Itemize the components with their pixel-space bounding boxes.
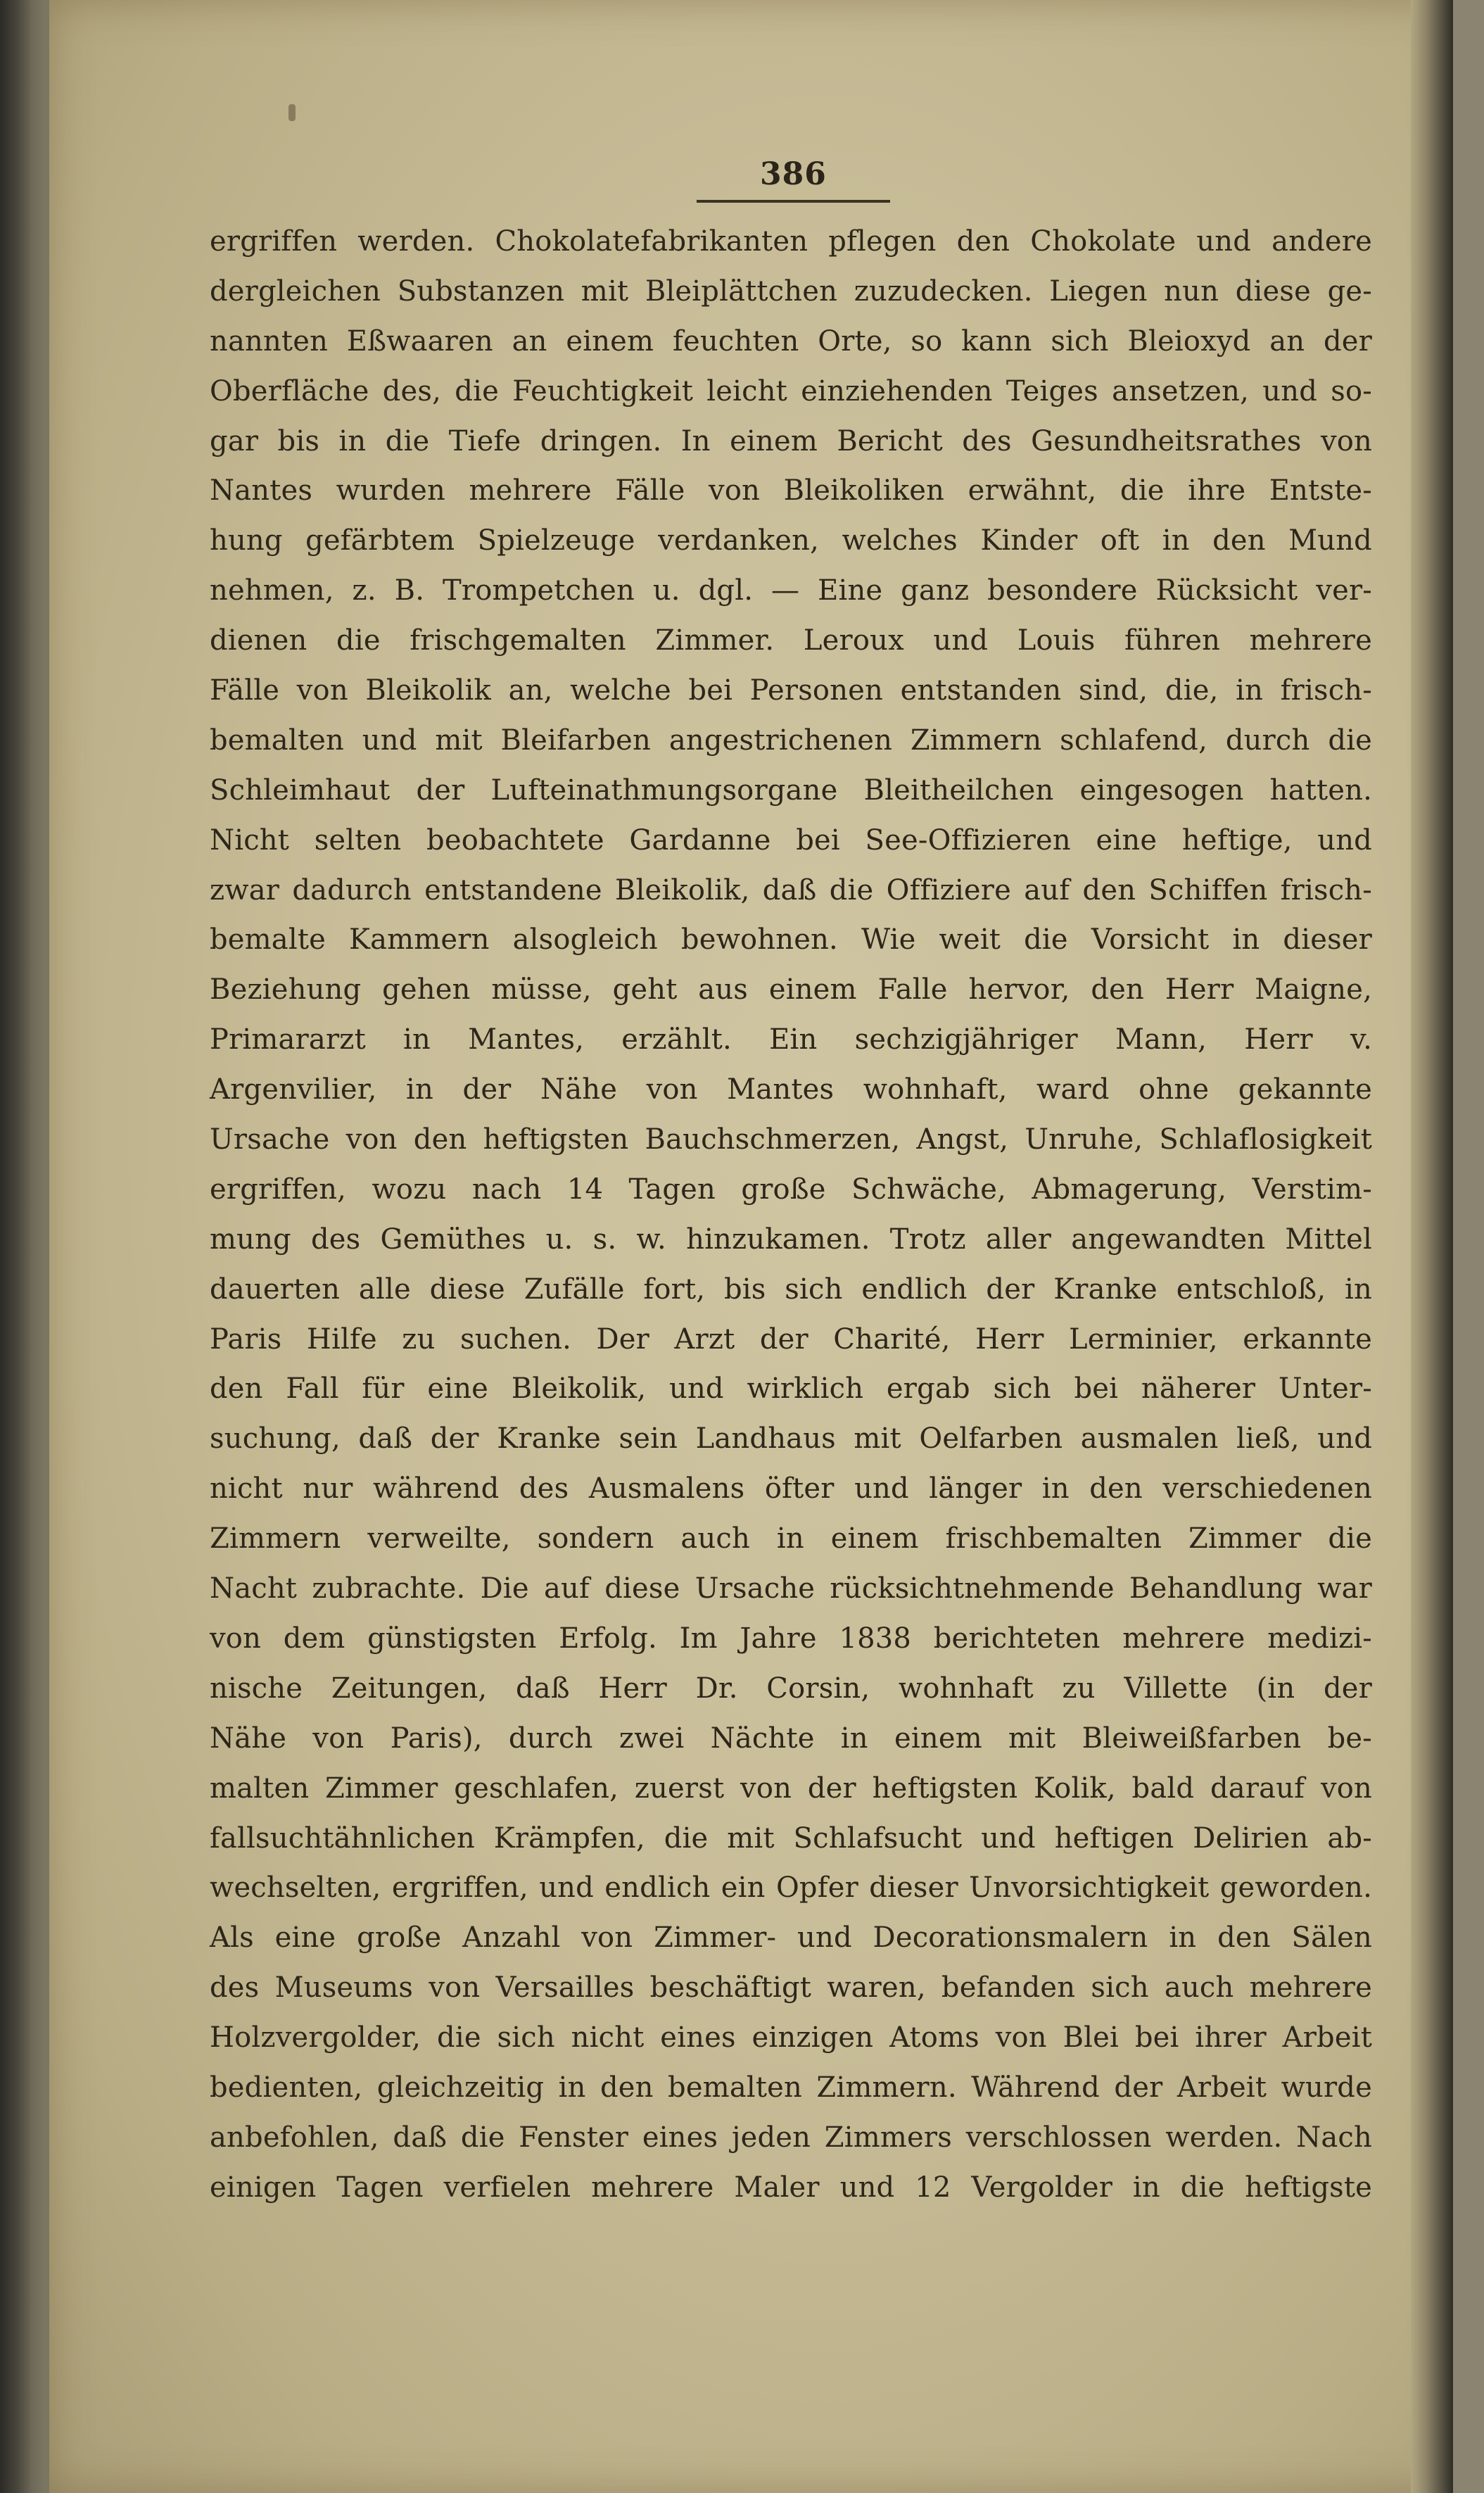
text-line: dienen die frischgemalten Zimmer. Leroux und Louis führen mehrere (210, 624, 1372, 657)
text-line: zwar dadurch entstandene Bleikolik, daß die Offiziere auf den Schiffen frisch- (210, 873, 1372, 907)
text-line: nehmen, z. B. Trompetchen u. dgl. — Eine ganz besondere Rücksicht ver- (210, 574, 1372, 607)
text-line: Nähe von Paris), durch zwei Nächte in einem mit Bleiweißfarben be- (210, 1722, 1372, 1755)
page-number: 386 (760, 156, 827, 192)
text-line: suchung, daß der Kranke sein Landhaus mit Oelfarben ausmalen ließ, und (210, 1422, 1372, 1456)
text-line: Nantes wurden mehrere Fälle von Bleikoliken erwähnt, die ihre Entste- (210, 474, 1372, 507)
text-line: Als eine große Anzahl von Zimmer- und Decorationsmalern in den Sälen (210, 1921, 1372, 1955)
text-line: Nicht selten beobachtete Gardanne bei See-Offizieren eine heftige, und (210, 823, 1372, 857)
text-line: von dem günstigsten Erfolg. Im Jahre 1838 berichteten mehrere medizi- (210, 1622, 1372, 1655)
body-text (210, 217, 1372, 2213)
text-line: Primararzt in Mantes, erzählt. Ein sechzigjähriger Mann, Herr v. (210, 1023, 1372, 1056)
text-line: einigen Tagen verfielen mehrere Maler und 12 Vergolder in die heftigste (210, 2171, 1372, 2204)
text-line: nannten Eßwaaren an einem feuchten Orte, so kann sich Bleioxyd an der (210, 324, 1372, 358)
text-line: Beziehung gehen müsse, geht aus einem Falle hervor, den Herr Maigne, (210, 973, 1372, 1006)
text-line: Schleimhaut der Lufteinathmungsorgane Bleitheilchen eingesogen hatten. (210, 774, 1372, 807)
text-line: den Fall für eine Bleikolik, und wirklich ergab sich bei näherer Unter- (210, 1372, 1372, 1406)
header-rule (697, 200, 890, 203)
text-line: Holzvergolder, die sich nicht eines einzigen Atoms von Blei bei ihrer Arbeit (210, 2021, 1372, 2055)
text-line: des Museums von Versailles beschäftigt waren, befanden sich auch mehrere (210, 1971, 1372, 2005)
text-line: bemalten und mit Bleifarben angestrichenen Zimmern schlafend, durch die (210, 724, 1372, 757)
text-line: anbefohlen, daß die Fenster eines jeden Zimmers verschlossen werden. Nach (210, 2121, 1372, 2154)
text-line: Nacht zubrachte. Die auf diese Ursache rücksichtnehmende Behandlung war (210, 1572, 1372, 1605)
text-line: ergriffen werden. Chokolatefabrikanten pflegen den Chokolate und andere (210, 225, 1372, 258)
text-line: Ursache von den heftigsten Bauchschmerzen, Angst, Unruhe, Schlaflosigkeit (210, 1123, 1372, 1156)
text-line: nische Zeitungen, daß Herr Dr. Corsin, wohnhaft zu Villette (in der (210, 1672, 1372, 1705)
ink-spot (288, 104, 296, 121)
text-line: malten Zimmer geschlafen, zuerst von der heftigsten Kolik, bald darauf von (210, 1772, 1372, 1805)
text-line: wechselten, ergriffen, und endlich ein Opfer dieser Unvorsichtigkeit geworden. (210, 1872, 1372, 1905)
text-line: fallsuchtähnlichen Krämpfen, die mit Schlafsucht und heftigen Delirien ab- (210, 1822, 1372, 1855)
text-line: Zimmern verweilte, sondern auch in einem frischbemalten Zimmer die (210, 1522, 1372, 1555)
text-line: Paris Hilfe zu suchen. Der Arzt der Charité, Herr Lerminier, erkannte (210, 1323, 1372, 1356)
text-line: gar bis in die Tiefe dringen. In einem Bericht des Gesundheitsrathes von (210, 424, 1372, 457)
text-line: ergriffen, wozu nach 14 Tagen große Schwäche, Abmagerung, Verstim- (210, 1173, 1372, 1206)
text-line: bemalte Kammern alsogleich bewohnen. Wie weit die Vorsicht in dieser (210, 923, 1372, 957)
text-line: mung des Gemüthes u. s. w. hinzukamen. Trotz aller angewandten Mittel (210, 1223, 1372, 1256)
text-line: hung gefärbtem Spielzeuge verdanken, welches Kinder oft in den Mund (210, 524, 1372, 557)
text-line: Oberfläche des, die Feuchtigkeit leicht einziehenden Teiges ansetzen, und so- (210, 374, 1372, 408)
text-line: Argenvilier, in der Nähe von Mantes wohnhaft, ward ohne gekannte (210, 1073, 1372, 1106)
text-line: bedienten, gleichzeitig in den bemalten Zimmern. Während der Arbeit wurde (210, 2071, 1372, 2104)
text-line: dergleichen Substanzen mit Bleiplättchen zuzudecken. Liegen nun diese ge- (210, 274, 1372, 308)
text-line: dauerten alle diese Zufälle fort, bis sich endlich der Kranke entschloß, in (210, 1273, 1372, 1306)
text-line: nicht nur während des Ausmalens öfter und länger in den verschiedenen (210, 1472, 1372, 1506)
page-gutter (1411, 0, 1453, 2493)
text-line: Fälle von Bleikolik an, welche bei Personen entstanden sind, die, in frisch- (210, 674, 1372, 707)
